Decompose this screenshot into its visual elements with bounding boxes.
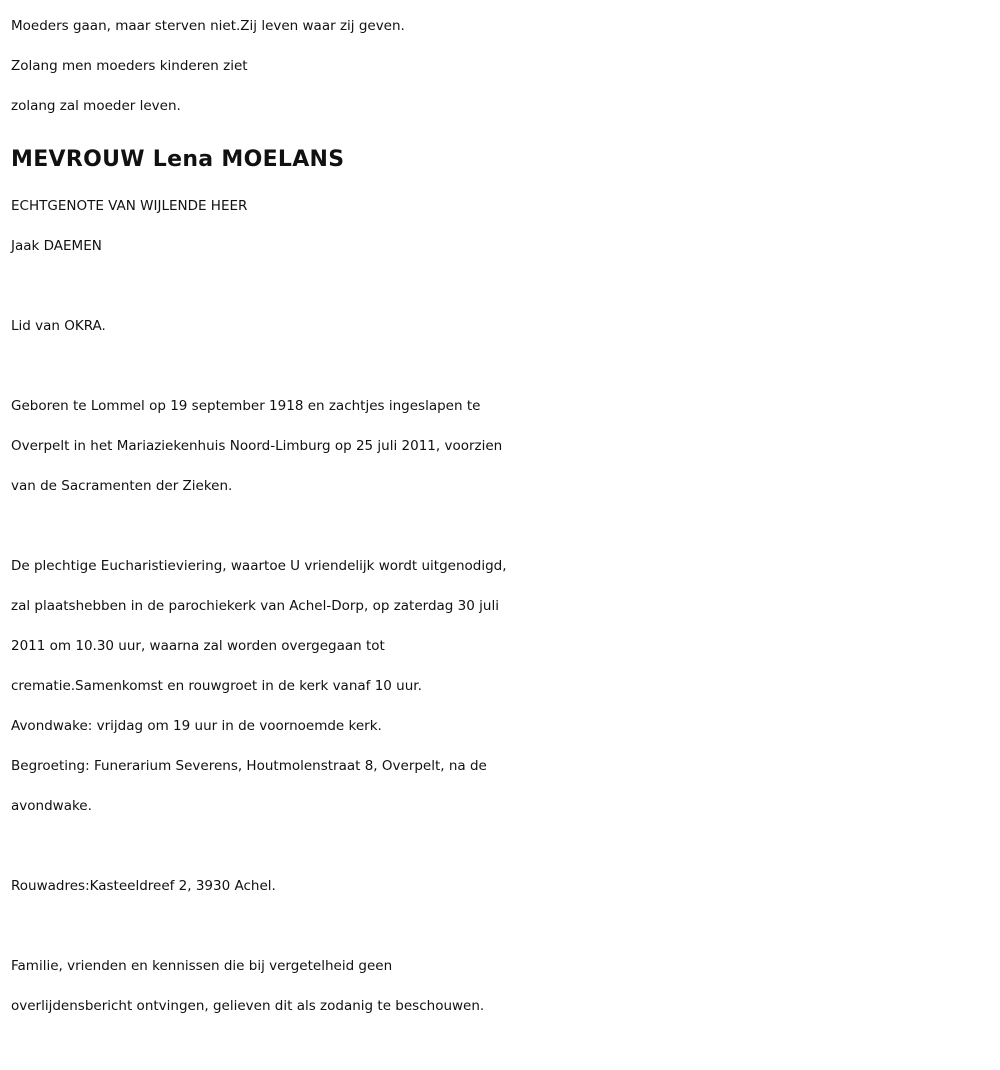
paragraph-line: Begroeting: Funerarium Severens, Houtmolenstraat 8, Overpelt, na de — [11, 758, 487, 774]
closing-paragraph — [11, 946, 1000, 1026]
paragraph-line: van de Sacramenten der Zieken. — [11, 478, 233, 494]
spouse-line: Jaak DAEMEN — [11, 238, 102, 254]
spouse-line: ECHTGENOTE VAN WIJLENDE HEER — [11, 198, 248, 214]
membership-text: Lid van OKRA. — [11, 318, 106, 334]
paragraph-line: Familie, vrienden en kennissen die bij vergetelheid geen — [11, 958, 393, 974]
paragraph-line: De plechtige Eucharistieviering, waartoe U vriendelijk wordt uitgenodigd, — [11, 558, 507, 574]
spouse-info — [11, 186, 1000, 266]
birth-death-paragraph — [11, 386, 1000, 506]
paragraph-line: Geboren te Lommel op 19 september 1918 en zachtjes ingeslapen te — [11, 398, 481, 414]
paragraph-line: avondwake. — [11, 798, 92, 814]
spacer — [11, 506, 1000, 546]
poem-line: zolang zal moeder leven. — [11, 98, 181, 114]
paragraph-line: Overpelt in het Mariaziekenhuis Noord-Limburg op 25 juli 2011, voorzien — [11, 438, 503, 454]
spacer — [11, 266, 1000, 306]
paragraph-line: zal plaatshebben in de parochiekerk van Achel-Dorp, op zaterdag 30 juli — [11, 598, 499, 614]
spacer — [11, 906, 1000, 946]
poem-line: Moeders gaan, maar sterven niet.Zij leven waar zij geven. — [11, 18, 405, 34]
spacer — [11, 826, 1000, 866]
paragraph-line: overlijdensbericht ontvingen, gelieven dit als zodanig te beschouwen. — [11, 998, 485, 1014]
poem — [11, 6, 1000, 126]
deceased-name: MEVROUW Lena MOELANS — [11, 147, 345, 172]
paragraph-line: 2011 om 10.30 uur, waarna zal worden overgegaan tot — [11, 638, 385, 654]
paragraph-line: crematie.Samenkomst en rouwgroet in de kerk vanaf 10 uur. — [11, 678, 422, 694]
mourning-address: Rouwadres:Kasteeldreef 2, 3930 Achel. — [11, 878, 276, 894]
ceremony-paragraph — [11, 546, 1000, 826]
poem-line: Zolang men moeders kinderen ziet — [11, 58, 248, 74]
paragraph-line: Avondwake: vrijdag om 19 uur in de voornoemde kerk. — [11, 718, 382, 734]
spacer — [11, 346, 1000, 386]
